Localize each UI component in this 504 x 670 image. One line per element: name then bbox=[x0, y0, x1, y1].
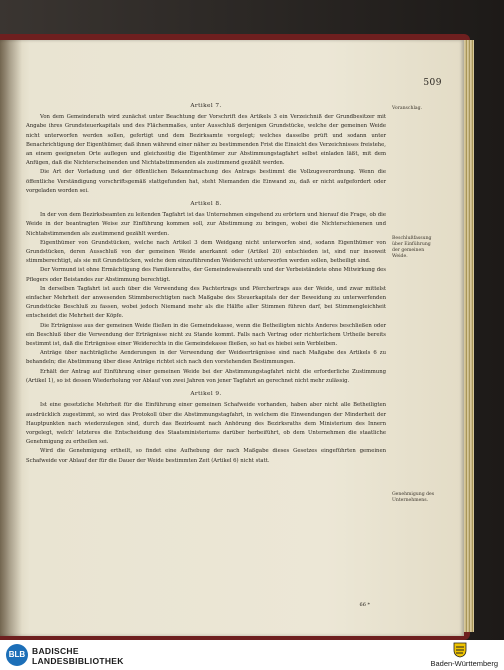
paragraph: Erhält der Antrag auf Einführung einer gemeinen Weide bei der Abstimmungstagfahrt nicht die erforderliche Zustimmung (Artikel 1), so ist dessen Wiederholung vor Ablauf von zwei Jahren von jener Tagfahrt an gerechnet nicht mehr zulässig. bbox=[26, 368, 386, 384]
state-crest-icon bbox=[452, 642, 468, 658]
paragraph: In der von dem Bezirksbeamten zu leitenden Tagfahrt ist das Unternehmen eingehend zu erörtern und hierauf die Frage, ob die Weide in der beantragten Weise zur Einführung kommen soll, zur Abstimmung zu bringen, wobei die Nichterschienenen und Nichtabstimmenden als zustimmend gezählt werden. bbox=[26, 212, 386, 237]
state-name: Baden-Württemberg bbox=[430, 659, 498, 668]
library-name bbox=[32, 646, 124, 666]
paragraph: Von dem Gemeinderath wird zunächst unter Beachtung der Vorschrift des Artikels 3 ein Verzeichniß der Grundbesitzer mit Angabe ihres Grundsteuerkapitals und des Flächenmaßes, unter Ausschluß derjenigen Grundstücke, welche der gemeinen Weide nicht unterworfen werden sollen, gefertigt und dem Bezirksamte vorgelegt; welches dasselbe prüft und sodann unter Benachrichtigung der Eigenthümer, daß ihnen während einer näher zu bestimmenden Frist die Einsicht des Verzeichnisses freistehe, an einem geeigneten Orte auflegen und gleichzeitig die Eigenthümer zur Abstimmungstagfahrt selbst einladen läßt, mit dem Anfügen, daß die Nichterscheinenden und Nichtabstimmenden als zustimmend gezählt werden. bbox=[26, 114, 386, 167]
margin-note: Voranschlag. bbox=[392, 106, 423, 111]
paragraph: Ist eine gesetzliche Mehrheit für die Einführung einer gemeinen Schafweide vorhanden, haben aber nicht alle Betheiligten ausdrücklich zugestimmt, so wird das Protokoll über die Abstimmungstagfahrt, in welchem die Einwendungen der Minderheit der Hauptpunkten nach wiederzulegen sind, durch das Bezirksamt nach Anhörung des Bezirksraths dem Ministerium des Innern vorgelegt, welch' letzteres die Entscheidung des Staatsministeriums darüber herbeiführt, ob dem Unternehmen die staatliche Genehmigung zu ertheilen sei. bbox=[26, 402, 386, 446]
page-text bbox=[26, 98, 386, 466]
article-heading: Artikel 8. bbox=[190, 201, 222, 208]
paragraph: Der Vormund ist ohne Ermächtigung des Familienraths, der Gemeindewaisenrath und der Verbeiständete ohne Mitwirkung des Pflegers oder Beistandes zur Abstimmung berechtigt. bbox=[26, 267, 386, 283]
margin-note: Genehmigung des Unternehmens. bbox=[392, 492, 435, 503]
library-name-line1: BADISCHE bbox=[32, 646, 79, 656]
spine-shadow bbox=[0, 40, 22, 636]
paragraph: Anträge über nachträgliche Aenderungen in der Verwendung der Weideerträgnisse sind nach Maßgabe des Artikels 6 zu behandeln; die Abstimmung über diese Anträge richtet sich nach den vorstehenden Bestimmungen. bbox=[26, 350, 386, 366]
blb-logo-icon: BLB bbox=[6, 644, 28, 666]
paragraph: In derselben Tagfahrt ist auch über die Verwendung des Pachtertrags und Pferchertrags aus der Weide, und zwar mittelst einfacher Mehrheit der anwesenden Stimmberechtigten nach Maßgabe des Steuerkapitals der der Beweidung zu unterwerfenden Grundstücke Beschluß zu fassen, wobei jedoch Niemand mehr als die Hälfte aller Stimmen führen darf, bei Stimmengleichheit entscheidet die Mehrheit der Köpfe. bbox=[26, 285, 386, 320]
paragraph: Wird die Genehmigung ertheilt, so findet eine Aufhebung der nach Maßgabe dieses Gesetzes eingeführten gemeinen Schafweide vor Ablauf der für die Dauer der Weide bestimmten Zeit (Artikel 6) nicht statt. bbox=[26, 448, 386, 464]
article-heading: Artikel 7. bbox=[190, 103, 222, 109]
book-page bbox=[0, 40, 464, 636]
paragraph: Eigenthümer von Grundstücken, welche nach Artikel 3 dem Weidgang nicht unterworfen sind, sodann Eigenthümer von Grundstücken, deren Ausschluß von der gemeinen Weide anerkannt oder (Artikel 20) entschieden ist, sind nur insoweit stimmberechtigt, als sie mit Grundstücken, welche dem einzuführenden Weiderecht unterworfen werden sollen, betheiligt sind. bbox=[26, 239, 386, 265]
library-name-line2: LANDESBIBLIOTHEK bbox=[32, 656, 124, 666]
page-number: 509 bbox=[423, 78, 442, 88]
margin-note: Beschlußfassung über Einführung der gemeinen Weide. bbox=[392, 236, 432, 259]
library-footer bbox=[0, 640, 504, 670]
paragraph: Die Erträgnisse aus der gemeinen Weide fließen in die Gemeindekasse, wenn die Betheiligten nichts Anderes beschließen oder ein Beschluß über die Verwendung der Erträgnisse nicht zu Stande kommt. Falls nach Vertrag oder richterlichem Urtheile bereits bestimmt ist, daß die Erträgnisse einer Weiderechts in die Gemeindekasse fließen, so hat es hiebei sein Verbleiben. bbox=[26, 322, 386, 348]
article-heading: Artikel 9. bbox=[190, 391, 222, 398]
signature-mark: 66 * bbox=[359, 602, 370, 608]
paragraph: Die Art der Vorladung und der öffentlichen Bekanntmachung des Antrags bestimmt die Vollzugsverordnung. Wenn die öffentliche Verständigung vorschriftsgemäß stattgefunden hat, steht Niemanden die Einwand zu, daß er nicht aufgefordert oder vorgeladen worden sei. bbox=[26, 169, 386, 194]
